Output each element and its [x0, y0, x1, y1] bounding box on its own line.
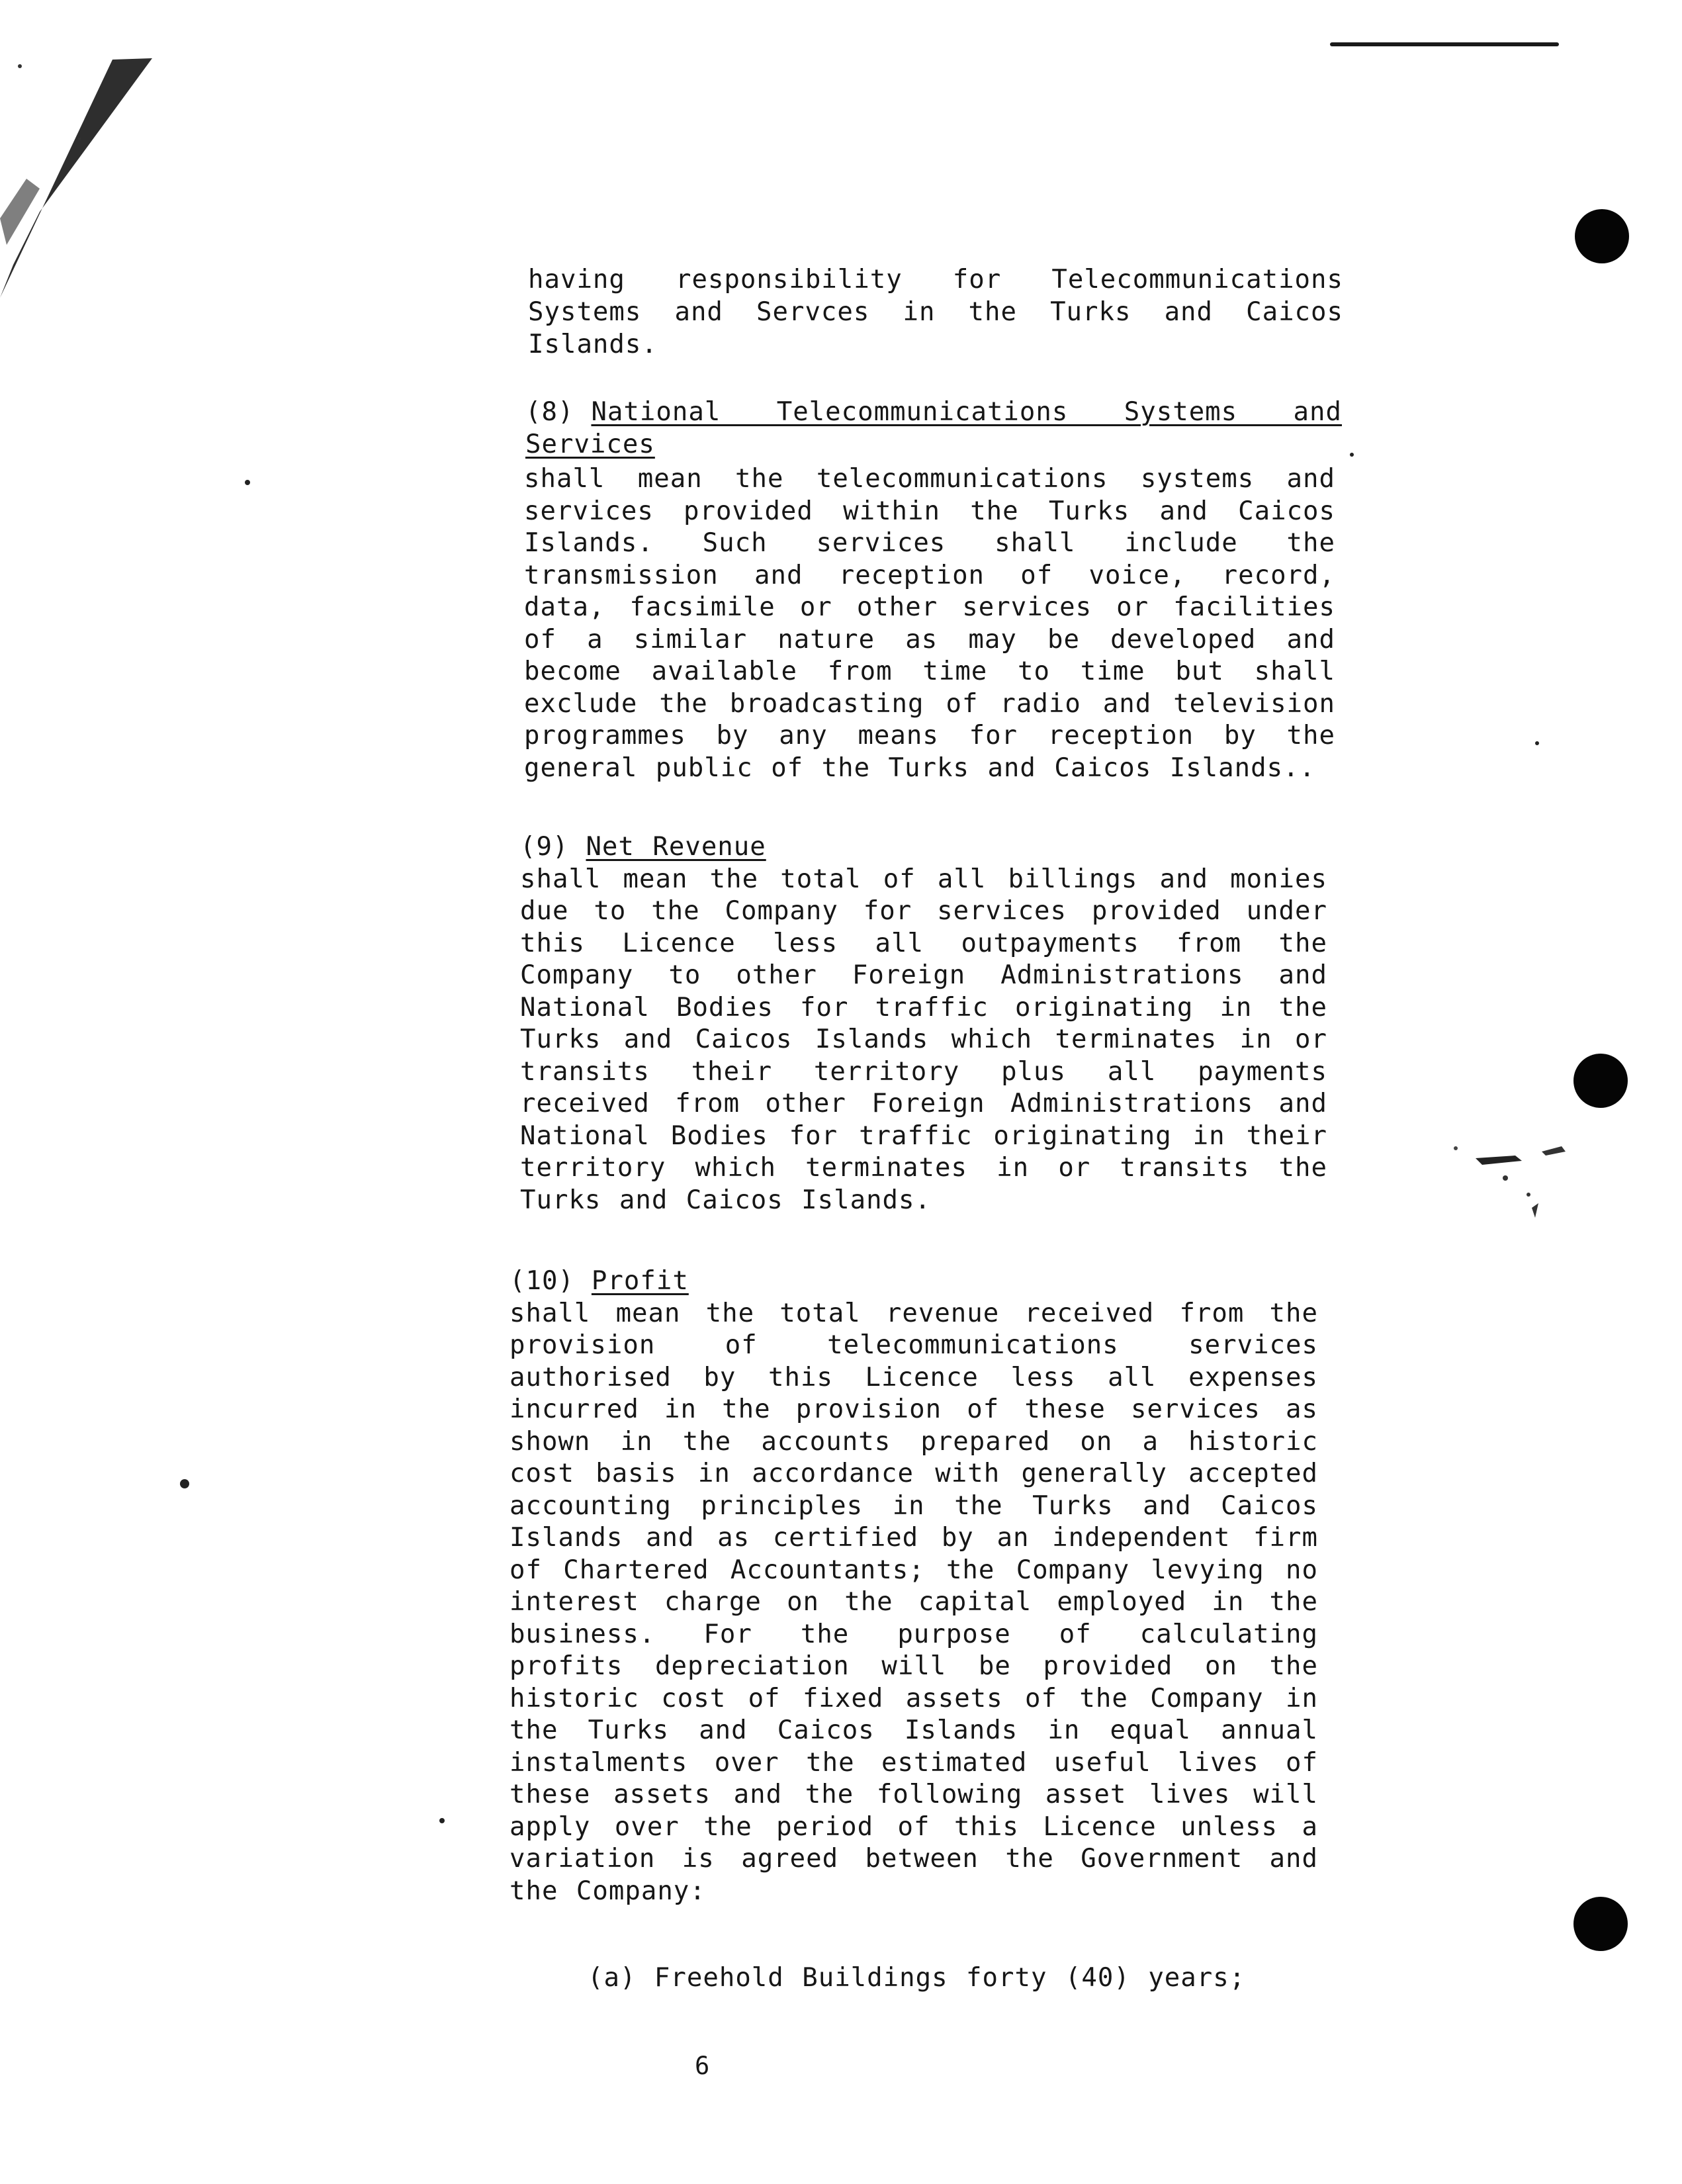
text-line: Company to other Foreign Administrations and: [520, 960, 1327, 990]
scan-speck: [180, 1479, 189, 1488]
text-line: become available from time to time but shall: [524, 657, 1335, 686]
text-line: Turks and Caicos Islands which terminates in or: [520, 1024, 1327, 1054]
text-line: shown in the accounts prepared on a historic: [509, 1426, 1318, 1457]
section-9-title: Net Revenue: [586, 832, 766, 862]
text-line: programmes by any means for reception by the: [524, 721, 1335, 751]
punch-hole-bottom: [1573, 1897, 1628, 1951]
text-line: due to the Company for services provided under: [520, 896, 1327, 926]
intro-paragraph: [528, 263, 1343, 361]
text-line: provision of telecommunications services: [509, 1330, 1318, 1360]
text-line: historic cost of fixed assets of the Company in: [509, 1683, 1318, 1713]
list-item-a: (a) Freehold Buildings forty (40) years;: [588, 1963, 1246, 1993]
text-line: the Turks and Caicos Islands in equal annual: [509, 1715, 1318, 1745]
section-8-title: National Telecommunications Systems and: [591, 397, 1342, 427]
text-line: variation is agreed between the Government and: [509, 1844, 1318, 1874]
section-9-number: (9): [520, 832, 569, 862]
text-line: accounting principles in the Turks and Caicos: [509, 1490, 1318, 1521]
section-8-body: [524, 463, 1335, 784]
text-line: these assets and the following asset lives will: [509, 1780, 1318, 1809]
text-line: transits their territory plus all payments: [520, 1056, 1327, 1087]
section-10-title: Profit: [591, 1266, 689, 1296]
section-10-heading: [509, 1265, 1318, 1298]
punch-hole-top: [1575, 209, 1629, 263]
punch-hole-middle: [1573, 1054, 1628, 1108]
section-8: [525, 396, 1342, 461]
text-line: the Company:: [509, 1876, 706, 1906]
text-line: Islands and as certified by an independent firm: [509, 1523, 1318, 1553]
text-line: shall mean the telecommunications systems and: [524, 464, 1335, 494]
text-line: instalments over the estimated useful lives of: [509, 1747, 1318, 1778]
section-8-title-line2: Services: [525, 430, 655, 459]
text-line: business. For the purpose of calculating: [509, 1619, 1318, 1649]
scan-speck-cluster: [1442, 1112, 1588, 1224]
text-line: incurred in the provision of these services as: [509, 1394, 1318, 1424]
scan-speck: [245, 480, 250, 485]
text-line: this Licence less all outpayments from the: [520, 928, 1327, 958]
text-line: of Chartered Accountants; the Company levying no: [509, 1555, 1318, 1585]
text-line: general public of the Turks and Caicos Islands..: [524, 752, 1316, 783]
text-line: Islands.: [528, 330, 658, 359]
text-line: authorised by this Licence less all expenses: [509, 1362, 1318, 1392]
section-9: [520, 831, 1327, 1216]
text-line: interest charge on the capital employed in the: [509, 1587, 1318, 1617]
section-8-title-continued: [525, 428, 1342, 461]
top-edge-rule: [1330, 42, 1559, 46]
text-line: cost basis in accordance with generally accepted: [509, 1459, 1318, 1488]
text-line: apply over the period of this Licence unless a: [509, 1811, 1318, 1842]
text-line: exclude the broadcasting of radio and television: [524, 688, 1335, 719]
text-line: having responsibility for Telecommunications: [528, 265, 1343, 295]
corner-scan-smudge: [0, 46, 159, 311]
text-line: shall mean the total of all billings and monies: [520, 864, 1327, 894]
scan-speck: [1535, 741, 1539, 745]
text-line: National Bodies for traffic originating in the: [520, 992, 1327, 1023]
text-line: transmission and reception of voice, record,: [524, 560, 1335, 590]
text-line: of a similar nature as may be developed and: [524, 624, 1335, 655]
section-10: [509, 1265, 1318, 1907]
text-line: services provided within the Turks and Caicos: [524, 496, 1335, 526]
text-line: National Bodies for traffic originating in their: [520, 1120, 1327, 1151]
text-line: data, facsimile or other services or facilities: [524, 592, 1335, 622]
text-line: profits depreciation will be provided on the: [509, 1651, 1318, 1681]
scan-speck: [1350, 453, 1354, 457]
section-9-heading: [520, 831, 1327, 864]
text-line: Turks and Caicos Islands.: [520, 1185, 931, 1215]
text-line: Systems and Servces in the Turks and Caicos: [528, 297, 1343, 327]
text-line: territory which terminates in or transits the: [520, 1153, 1327, 1183]
text-line: Islands. Such services shall include the: [524, 528, 1335, 558]
section-8-heading: [525, 396, 1342, 428]
section-10-number: (10): [509, 1266, 574, 1296]
section-8-number: (8): [525, 397, 574, 427]
text-line: received from other Foreign Administrations and: [520, 1089, 1327, 1118]
page-number: 6: [695, 2052, 710, 2080]
text-line: shall mean the total revenue received from the: [509, 1298, 1318, 1328]
scan-speck: [439, 1818, 445, 1823]
